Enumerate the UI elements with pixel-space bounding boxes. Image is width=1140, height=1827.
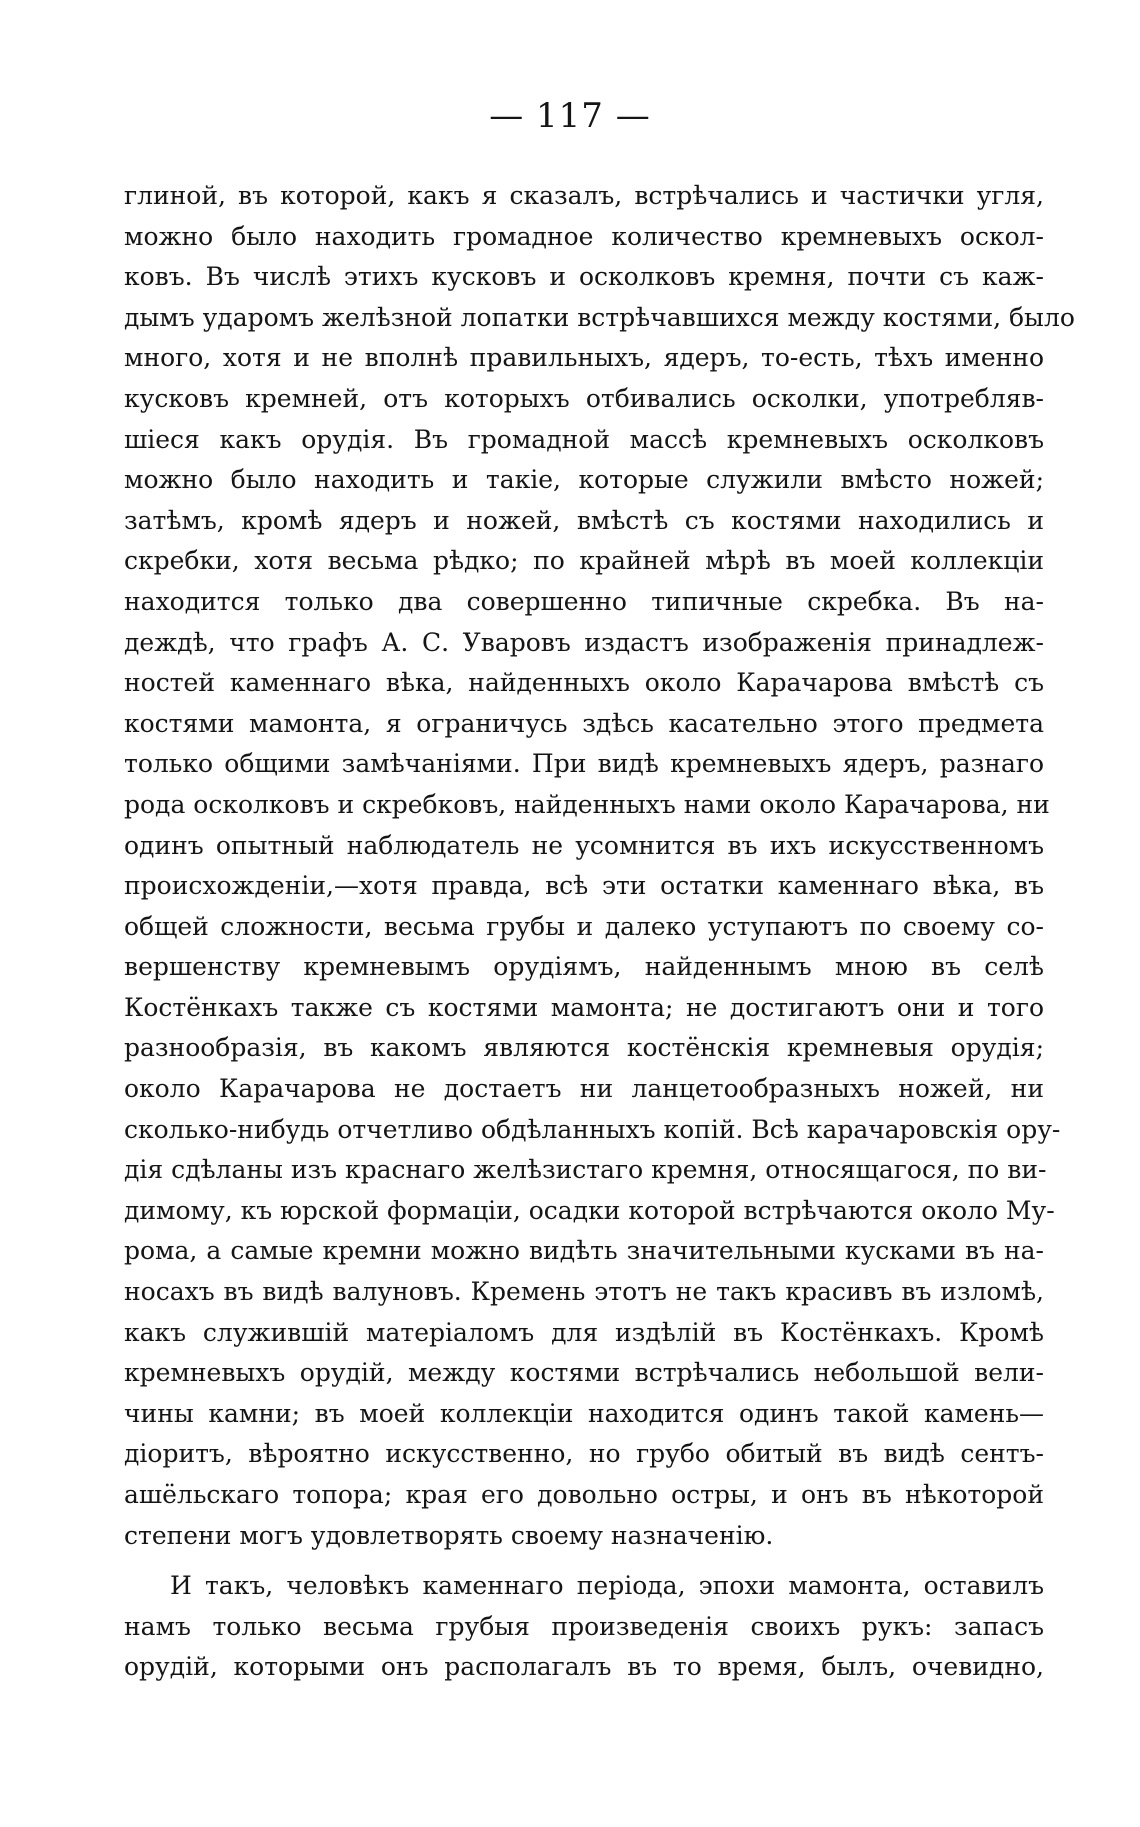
text-line: ашёльскаго топора; края его довольно остры, и онъ въ нѣкоторой (124, 1480, 1044, 1509)
text-line: степени могъ удовлетворять своему назначенію. (124, 1520, 774, 1550)
text-line: скребки, хотя весьма рѣдко; по крайней мѣрѣ въ моей коллекціи (124, 546, 1044, 576)
text-line: находится только два совершенно типичные скребка. Въ на- (124, 586, 1044, 616)
text-line: общей сложности, весьма грубы и далеко уступаютъ по своему со- (124, 911, 1044, 941)
text-line: происхожденіи,—хотя правда, всѣ эти остатки каменнаго вѣка, въ (124, 871, 1044, 901)
text-line: много, хотя и не вполнѣ правильныхъ, ядеръ, то-есть, тѣхъ именно (124, 343, 1044, 373)
text-line: носахъ въ видѣ валуновъ. Кремень этотъ не такъ красивъ въ изломѣ, (124, 1277, 1044, 1307)
paragraph-1 (124, 176, 1075, 1556)
page-number: — 117 — (489, 96, 651, 136)
paragraph-2 (124, 1566, 1044, 1688)
text-line: дія сдѣланы изъ краснаго желѣзистаго кремня, относящагося, по ви- (124, 1155, 1047, 1185)
text-line: глиной, въ которой, какъ я сказалъ, встрѣчались и частички угля, (124, 181, 1044, 210)
text-line: кусковъ кремней, отъ которыхъ отбивались осколки, употребляв- (124, 383, 1044, 413)
text-line: дымъ ударомъ желѣзной лопатки встрѣчавшихся между костями, было (124, 302, 1075, 332)
text-line: чины камни; въ моей коллекціи находится одинъ такой камень— (124, 1398, 1044, 1428)
text-line: около Карачарова не достаетъ ни ланцетообразныхъ ножей, ни (124, 1074, 1044, 1104)
text-line: рода осколковъ и скребковъ, найденныхъ нами около Карачарова, ни (124, 789, 1050, 819)
text-line: деждѣ, что графъ А. С. Уваровъ издастъ изображенія принадлеж- (124, 627, 1044, 657)
text-line: димому, къ юрской формаціи, осадки которой встрѣчаются около Му- (124, 1195, 1055, 1225)
text-line: затѣмъ, кромѣ ядеръ и ножей, вмѣстѣ съ костями находились и (124, 505, 1044, 535)
text-line: какъ служившій матеріаломъ для издѣлій въ Костёнкахъ. Кромѣ (124, 1317, 1044, 1347)
text-line: только общими замѣчаніями. При видѣ кремневыхъ ядеръ, разнаго (124, 749, 1044, 779)
text-line: ковъ. Въ числѣ этихъ кусковъ и осколковъ кремня, почти съ каж- (124, 262, 1044, 292)
text-line: И такъ, человѣкъ каменнаго періода, эпохи мамонта, оставилъ (170, 1571, 1044, 1601)
text-line: ностей каменнаго вѣка, найденныхъ около Карачарова вмѣстѣ съ (124, 668, 1044, 698)
body-text (124, 176, 1075, 1688)
text-line: намъ только весьма грубыя произведенія своихъ рукъ: запасъ (124, 1611, 1044, 1641)
text-line: вершенству кремневымъ орудіямъ, найденнымъ мною въ селѣ (124, 952, 1044, 982)
text-line: діоритъ, вѣроятно искусственно, но грубо обитый въ видѣ сентъ- (124, 1439, 1044, 1469)
text-line: Костёнкахъ также съ костями мамонта; не достигаютъ они и того (124, 992, 1044, 1022)
text-line: рома, а самые кремни можно видѣть значительными кусками въ на- (124, 1236, 1044, 1266)
text-line: можно было находить и такіе, которые служили вмѣсто ножей; (124, 465, 1044, 495)
text-line: одинъ опытный наблюдатель не усомнится въ ихъ искусственномъ (124, 830, 1044, 860)
text-line: шіеся какъ орудія. Въ громадной массѣ кремневыхъ осколковъ (124, 424, 1044, 454)
text-line: кремневыхъ орудій, между костями встрѣчались небольшой вели- (124, 1358, 1044, 1388)
text-line: сколько-нибудь отчетливо обдѣланныхъ копій. Всѣ карачаровскія ору- (124, 1114, 1061, 1144)
text-line: орудій, которыми онъ располагалъ въ то время, былъ, очевидно, (124, 1652, 1044, 1682)
text-line: разнообразія, въ какомъ являются костёнскія кремневыя орудія; (124, 1033, 1044, 1063)
text-line: можно было находить громадное количество кремневыхъ оскол- (124, 221, 1044, 251)
text-line: костями мамонта, я ограничусь здѣсь касательно этого предмета (124, 708, 1044, 738)
